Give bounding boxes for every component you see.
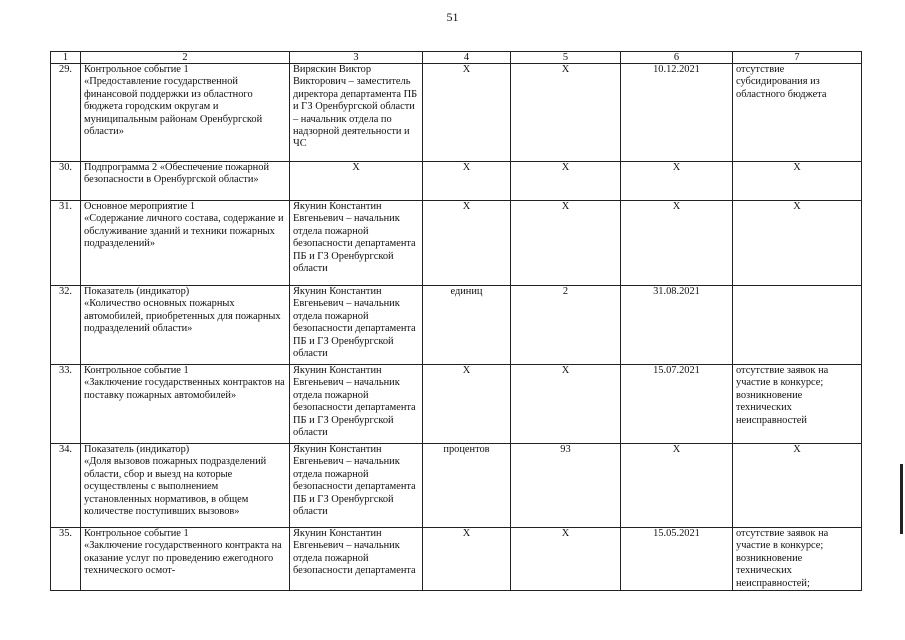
date-cell: X [621, 444, 733, 528]
responsible-person: Якунин Константин Евгеньевич – начальник отдела пожарной безопасности департамента ПБ и ГЗ Оренбургской области [290, 444, 423, 528]
value-cell: X [511, 528, 621, 591]
risk-cell: X [733, 162, 862, 201]
row-number: 35. [51, 528, 81, 591]
responsible-person: Якунин Константин Евгеньевич – начальник отдела пожарной безопасности департамента ПБ и ГЗ Оренбургской области [290, 365, 423, 444]
risk-cell: отсутствие субсидирования из областного бюджета [733, 64, 862, 162]
risk-cell: отсутствие заявок на участие в конкурсе; возникновение технических неисправностей; [733, 528, 862, 591]
column-header: 4 [423, 52, 511, 64]
column-header: 7 [733, 52, 862, 64]
row-number: 32. [51, 286, 81, 365]
column-header: 5 [511, 52, 621, 64]
row-number: 30. [51, 162, 81, 201]
page-number: 51 [446, 10, 459, 24]
plan-table [50, 51, 862, 591]
date-cell: X [621, 201, 733, 286]
row-number: 33. [51, 365, 81, 444]
unit-cell: единиц [423, 286, 511, 365]
row-number: 31. [51, 201, 81, 286]
unit-cell: процентов [423, 444, 511, 528]
scan-edge-mark [900, 464, 903, 534]
date-cell: 15.05.2021 [621, 528, 733, 591]
item-name: Основное мероприятие 1 «Содержание личного состава, содержание и обслуживание зданий и техники пожарных подразделений» [81, 201, 290, 286]
value-cell: 2 [511, 286, 621, 365]
item-name: Контрольное событие 1 «Заключение государственных контрактов на поставку пожарных автомобилей» [81, 365, 290, 444]
date-cell: 15.07.2021 [621, 365, 733, 444]
unit-cell: X [423, 162, 511, 201]
unit-cell: X [423, 365, 511, 444]
unit-cell: X [423, 64, 511, 162]
header-row [51, 52, 862, 64]
risk-cell: X [733, 444, 862, 528]
responsible-person: X [290, 162, 423, 201]
item-name: Контрольное событие 1 «Предоставление государственной финансовой поддержки из областного бюджета городским округам и муниципальным районам Оренбургской области» [81, 64, 290, 162]
table-row [51, 286, 862, 365]
column-header: 1 [51, 52, 81, 64]
date-cell: X [621, 162, 733, 201]
table-row [51, 64, 862, 162]
item-name: Показатель (индикатор) «Количество основных пожарных автомобилей, приобретенных для пожарных подразделений области» [81, 286, 290, 365]
value-cell: X [511, 64, 621, 162]
table-row [51, 162, 862, 201]
date-cell: 10.12.2021 [621, 64, 733, 162]
responsible-person: Якунин Константин Евгеньевич – начальник отдела пожарной безопасности департамента ПБ и ГЗ Оренбургской области [290, 286, 423, 365]
row-number: 34. [51, 444, 81, 528]
date-cell: 31.08.2021 [621, 286, 733, 365]
value-cell: X [511, 365, 621, 444]
column-header: 3 [290, 52, 423, 64]
responsible-person: Якунин Константин Евгеньевич – начальник отдела пожарной безопасности департамента [290, 528, 423, 591]
unit-cell: X [423, 528, 511, 591]
table-row [51, 528, 862, 591]
table-row [51, 201, 862, 286]
value-cell: X [511, 162, 621, 201]
responsible-person: Виряскин Виктор Викторович – заместитель директора департамента ПБ и ГЗ Оренбургской области – начальник отдела по надзорной деятельности и ЧС [290, 64, 423, 162]
responsible-person: Якунин Константин Евгеньевич – начальник отдела пожарной безопасности департамента ПБ и ГЗ Оренбургской области [290, 201, 423, 286]
value-cell: 93 [511, 444, 621, 528]
risk-cell: X [733, 201, 862, 286]
unit-cell: X [423, 201, 511, 286]
value-cell: X [511, 201, 621, 286]
column-header: 2 [81, 52, 290, 64]
table-row [51, 365, 862, 444]
item-name: Показатель (индикатор) «Доля вызовов пожарных подразделений области, сбор и выезд на которые осуществлены с выполнением установленных нормативов, в общем количестве поступивших вызовов» [81, 444, 290, 528]
item-name: Контрольное событие 1 «Заключение государственного контракта на оказание услуг по проведению ежегодного технического осмот- [81, 528, 290, 591]
table-row [51, 444, 862, 528]
column-header: 6 [621, 52, 733, 64]
risk-cell: отсутствие заявок на участие в конкурсе; возникновение технических неисправностей [733, 365, 862, 444]
risk-cell [733, 286, 862, 365]
item-name: Подпрограмма 2 «Обеспечение пожарной безопасности в Оренбургской области» [81, 162, 290, 201]
row-number: 29. [51, 64, 81, 162]
